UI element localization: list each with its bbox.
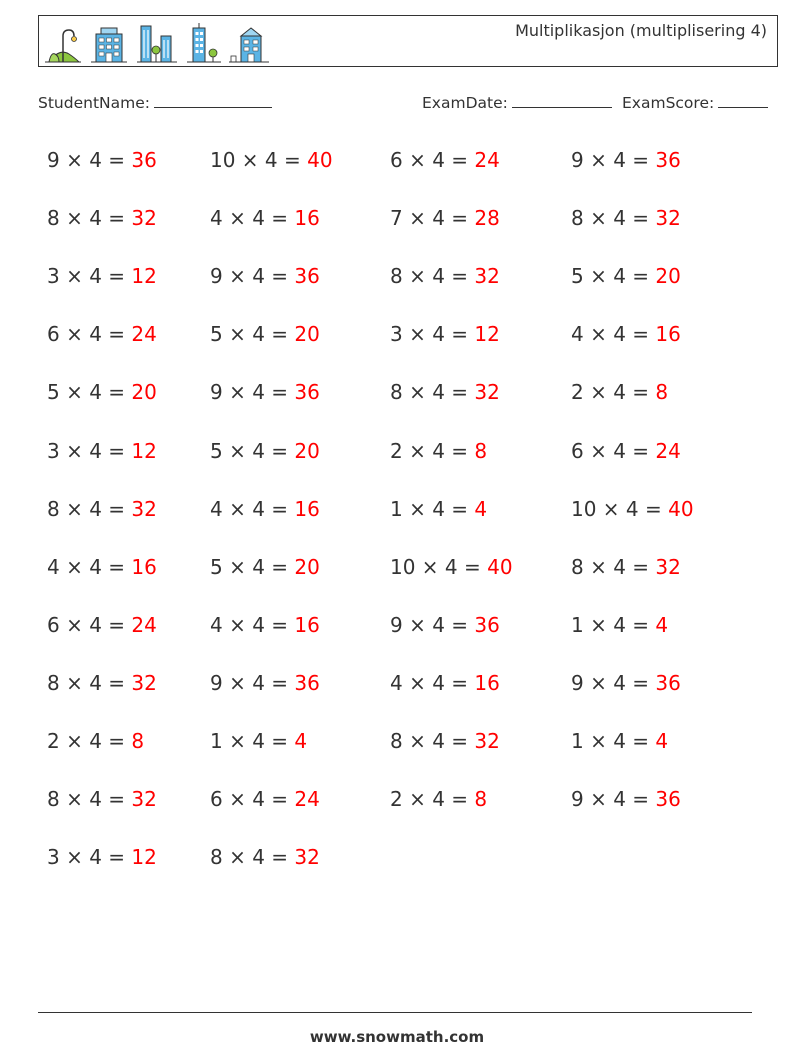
problem-question: 3 × 4 =	[47, 264, 132, 289]
problem-answer: 36	[131, 148, 157, 172]
problem-item	[47, 845, 157, 869]
problem-question: 5 × 4 =	[571, 264, 656, 289]
problem-item	[210, 671, 320, 695]
problem-question: 9 × 4 =	[571, 787, 656, 812]
problem-item	[47, 787, 157, 811]
exam-score-field	[622, 93, 768, 112]
problem-answer: 4	[655, 729, 669, 753]
footer-divider	[38, 1012, 752, 1013]
problem-question: 4 × 4 =	[210, 612, 295, 637]
problem-answer: 12	[474, 322, 500, 347]
problem-question: 5 × 4 =	[47, 380, 132, 405]
problem-question: 8 × 4 =	[47, 670, 132, 695]
problem-item	[390, 671, 500, 695]
problem-answer: 32	[474, 264, 500, 289]
problem-answer: 12	[131, 845, 157, 870]
problem-answer: 36	[655, 148, 681, 172]
problem-item	[210, 729, 307, 753]
problem-question: 1 × 4 =	[571, 729, 656, 753]
problem-answer: 8	[655, 380, 669, 405]
problem-answer: 20	[131, 380, 157, 405]
problem-item	[390, 439, 487, 463]
problem-question: 7 × 4 =	[390, 206, 475, 231]
problem-answer: 32	[474, 380, 500, 405]
problem-answer: 20	[655, 264, 681, 289]
problem-answer: 36	[294, 670, 320, 695]
problem-question: 10 × 4 =	[390, 554, 488, 579]
problem-answer: 32	[131, 206, 157, 231]
office-building-icon	[91, 22, 127, 64]
problem-question: 9 × 4 =	[571, 148, 656, 172]
problem-question: 1 × 4 =	[390, 496, 475, 521]
problem-question: 8 × 4 =	[390, 729, 475, 753]
problem-question: 10 × 4 =	[571, 496, 669, 521]
problem-question: 9 × 4 =	[210, 264, 295, 289]
problem-question: 2 × 4 =	[390, 787, 475, 812]
problem-answer: 16	[294, 206, 320, 231]
worksheet-title: Multiplikasjon (multiplisering 4)	[515, 21, 767, 40]
problem-item	[210, 380, 320, 404]
problem-question: 5 × 4 =	[210, 322, 295, 347]
problem-question: 4 × 4 =	[390, 670, 475, 695]
problem-answer: 40	[668, 496, 694, 521]
problem-answer: 4	[294, 729, 308, 753]
park-lamp-icon	[45, 22, 81, 64]
problem-item	[47, 671, 157, 695]
problem-answer: 36	[655, 670, 681, 695]
problem-question: 8 × 4 =	[210, 845, 295, 870]
problem-answer: 8	[474, 438, 488, 463]
problem-question: 9 × 4 =	[47, 148, 132, 172]
problem-answer: 16	[655, 322, 681, 347]
problem-question: 8 × 4 =	[47, 496, 132, 521]
problem-answer: 16	[294, 612, 320, 637]
problem-question: 1 × 4 =	[571, 612, 656, 637]
problem-question: 2 × 4 =	[390, 438, 475, 463]
exam-score-blank[interactable]	[718, 93, 768, 108]
problem-answer: 36	[294, 380, 320, 405]
problem-question: 9 × 4 =	[210, 380, 295, 405]
problem-item	[390, 555, 513, 579]
problem-item	[390, 148, 500, 172]
problem-item	[210, 264, 320, 288]
problem-item	[571, 671, 681, 695]
problem-question: 8 × 4 =	[47, 206, 132, 231]
footer-url: www.snowmath.com	[309, 1028, 485, 1046]
problem-answer: 32	[131, 496, 157, 521]
problem-question: 8 × 4 =	[390, 380, 475, 405]
problem-item	[210, 613, 320, 637]
problem-question: 6 × 4 =	[47, 612, 132, 637]
problem-answer: 32	[655, 206, 681, 231]
exam-date-label: ExamDate:	[422, 94, 508, 112]
problem-item	[571, 148, 681, 172]
problem-question: 5 × 4 =	[210, 554, 295, 579]
problem-answer: 32	[131, 787, 157, 812]
problem-item	[571, 322, 681, 346]
problem-item	[47, 148, 157, 172]
problem-item	[47, 613, 157, 637]
problem-item	[390, 206, 500, 230]
skyscrapers-icon	[137, 22, 177, 64]
tower-tree-icon	[187, 22, 221, 64]
problem-answer: 24	[655, 438, 681, 463]
header-box	[38, 15, 778, 67]
problem-answer: 36	[294, 264, 320, 289]
student-name-label: StudentName:	[38, 94, 150, 112]
problem-item	[210, 439, 320, 463]
problem-item	[571, 555, 681, 579]
problem-item	[571, 729, 668, 753]
problem-question: 10 × 4 =	[210, 148, 308, 172]
problem-question: 6 × 4 =	[47, 322, 132, 347]
problem-question: 9 × 4 =	[210, 670, 295, 695]
problem-item	[390, 380, 500, 404]
problem-item	[571, 787, 681, 811]
problem-question: 3 × 4 =	[47, 845, 132, 870]
problem-item	[390, 613, 500, 637]
problem-item	[47, 380, 157, 404]
problem-answer: 32	[294, 845, 320, 870]
problem-answer: 24	[294, 787, 320, 812]
problem-question: 8 × 4 =	[47, 787, 132, 812]
problem-item	[571, 380, 668, 404]
problem-answer: 4	[655, 612, 669, 637]
problem-item	[210, 497, 320, 521]
problem-question: 9 × 4 =	[390, 612, 475, 637]
problem-item	[390, 264, 500, 288]
problem-answer: 40	[307, 148, 333, 172]
problem-answer: 16	[474, 670, 500, 695]
problem-item	[47, 439, 157, 463]
problem-item	[47, 555, 157, 579]
problem-item	[390, 322, 500, 346]
student-name-field	[38, 93, 272, 112]
problem-question: 4 × 4 =	[210, 496, 295, 521]
problem-question: 8 × 4 =	[390, 264, 475, 289]
problem-answer: 40	[487, 554, 513, 579]
problem-answer: 24	[131, 612, 157, 637]
problem-item	[210, 845, 320, 869]
problem-item	[571, 439, 681, 463]
problem-answer: 36	[655, 787, 681, 812]
problem-answer: 32	[474, 729, 500, 753]
problem-item	[210, 148, 333, 172]
problem-question: 4 × 4 =	[571, 322, 656, 347]
problem-item	[390, 787, 487, 811]
problem-question: 6 × 4 =	[210, 787, 295, 812]
problem-item	[210, 206, 320, 230]
problem-item	[571, 264, 681, 288]
problem-answer: 32	[655, 554, 681, 579]
problem-item	[47, 264, 157, 288]
problem-question: 5 × 4 =	[210, 438, 295, 463]
problem-answer: 24	[131, 322, 157, 347]
problem-answer: 28	[474, 206, 500, 231]
problem-item	[47, 729, 144, 753]
problem-question: 4 × 4 =	[47, 554, 132, 579]
problem-item	[47, 497, 157, 521]
problem-item	[210, 555, 320, 579]
exam-score-label: ExamScore:	[622, 94, 715, 112]
house-icon	[229, 22, 269, 64]
problem-item	[390, 729, 500, 753]
problem-item	[571, 206, 681, 230]
problem-question: 8 × 4 =	[571, 554, 656, 579]
student-name-blank[interactable]	[154, 93, 272, 108]
problem-item	[47, 206, 157, 230]
problem-question: 8 × 4 =	[571, 206, 656, 231]
problem-question: 2 × 4 =	[47, 729, 132, 753]
problem-answer: 16	[131, 554, 157, 579]
problem-question: 6 × 4 =	[571, 438, 656, 463]
problem-item	[210, 787, 320, 811]
problem-answer: 20	[294, 438, 320, 463]
problem-question: 6 × 4 =	[390, 148, 475, 172]
problem-question: 2 × 4 =	[571, 380, 656, 405]
problem-answer: 32	[131, 670, 157, 695]
problem-answer: 36	[474, 612, 500, 637]
problem-answer: 12	[131, 438, 157, 463]
problem-question: 3 × 4 =	[47, 438, 132, 463]
problem-answer: 20	[294, 322, 320, 347]
exam-date-field	[422, 93, 612, 112]
problem-question: 3 × 4 =	[390, 322, 475, 347]
problem-item	[390, 497, 487, 521]
problem-answer: 8	[474, 787, 488, 812]
problem-answer: 20	[294, 554, 320, 579]
problem-answer: 12	[131, 264, 157, 289]
problem-question: 9 × 4 =	[571, 670, 656, 695]
problem-answer: 16	[294, 496, 320, 521]
problem-question: 4 × 4 =	[210, 206, 295, 231]
exam-date-blank[interactable]	[512, 93, 612, 108]
problem-answer: 4	[474, 496, 488, 521]
problem-item	[47, 322, 157, 346]
problem-answer: 24	[474, 148, 500, 172]
problem-answer: 8	[131, 729, 145, 753]
problem-question: 1 × 4 =	[210, 729, 295, 753]
problem-item	[210, 322, 320, 346]
problem-item	[571, 497, 694, 521]
problem-item	[571, 613, 668, 637]
